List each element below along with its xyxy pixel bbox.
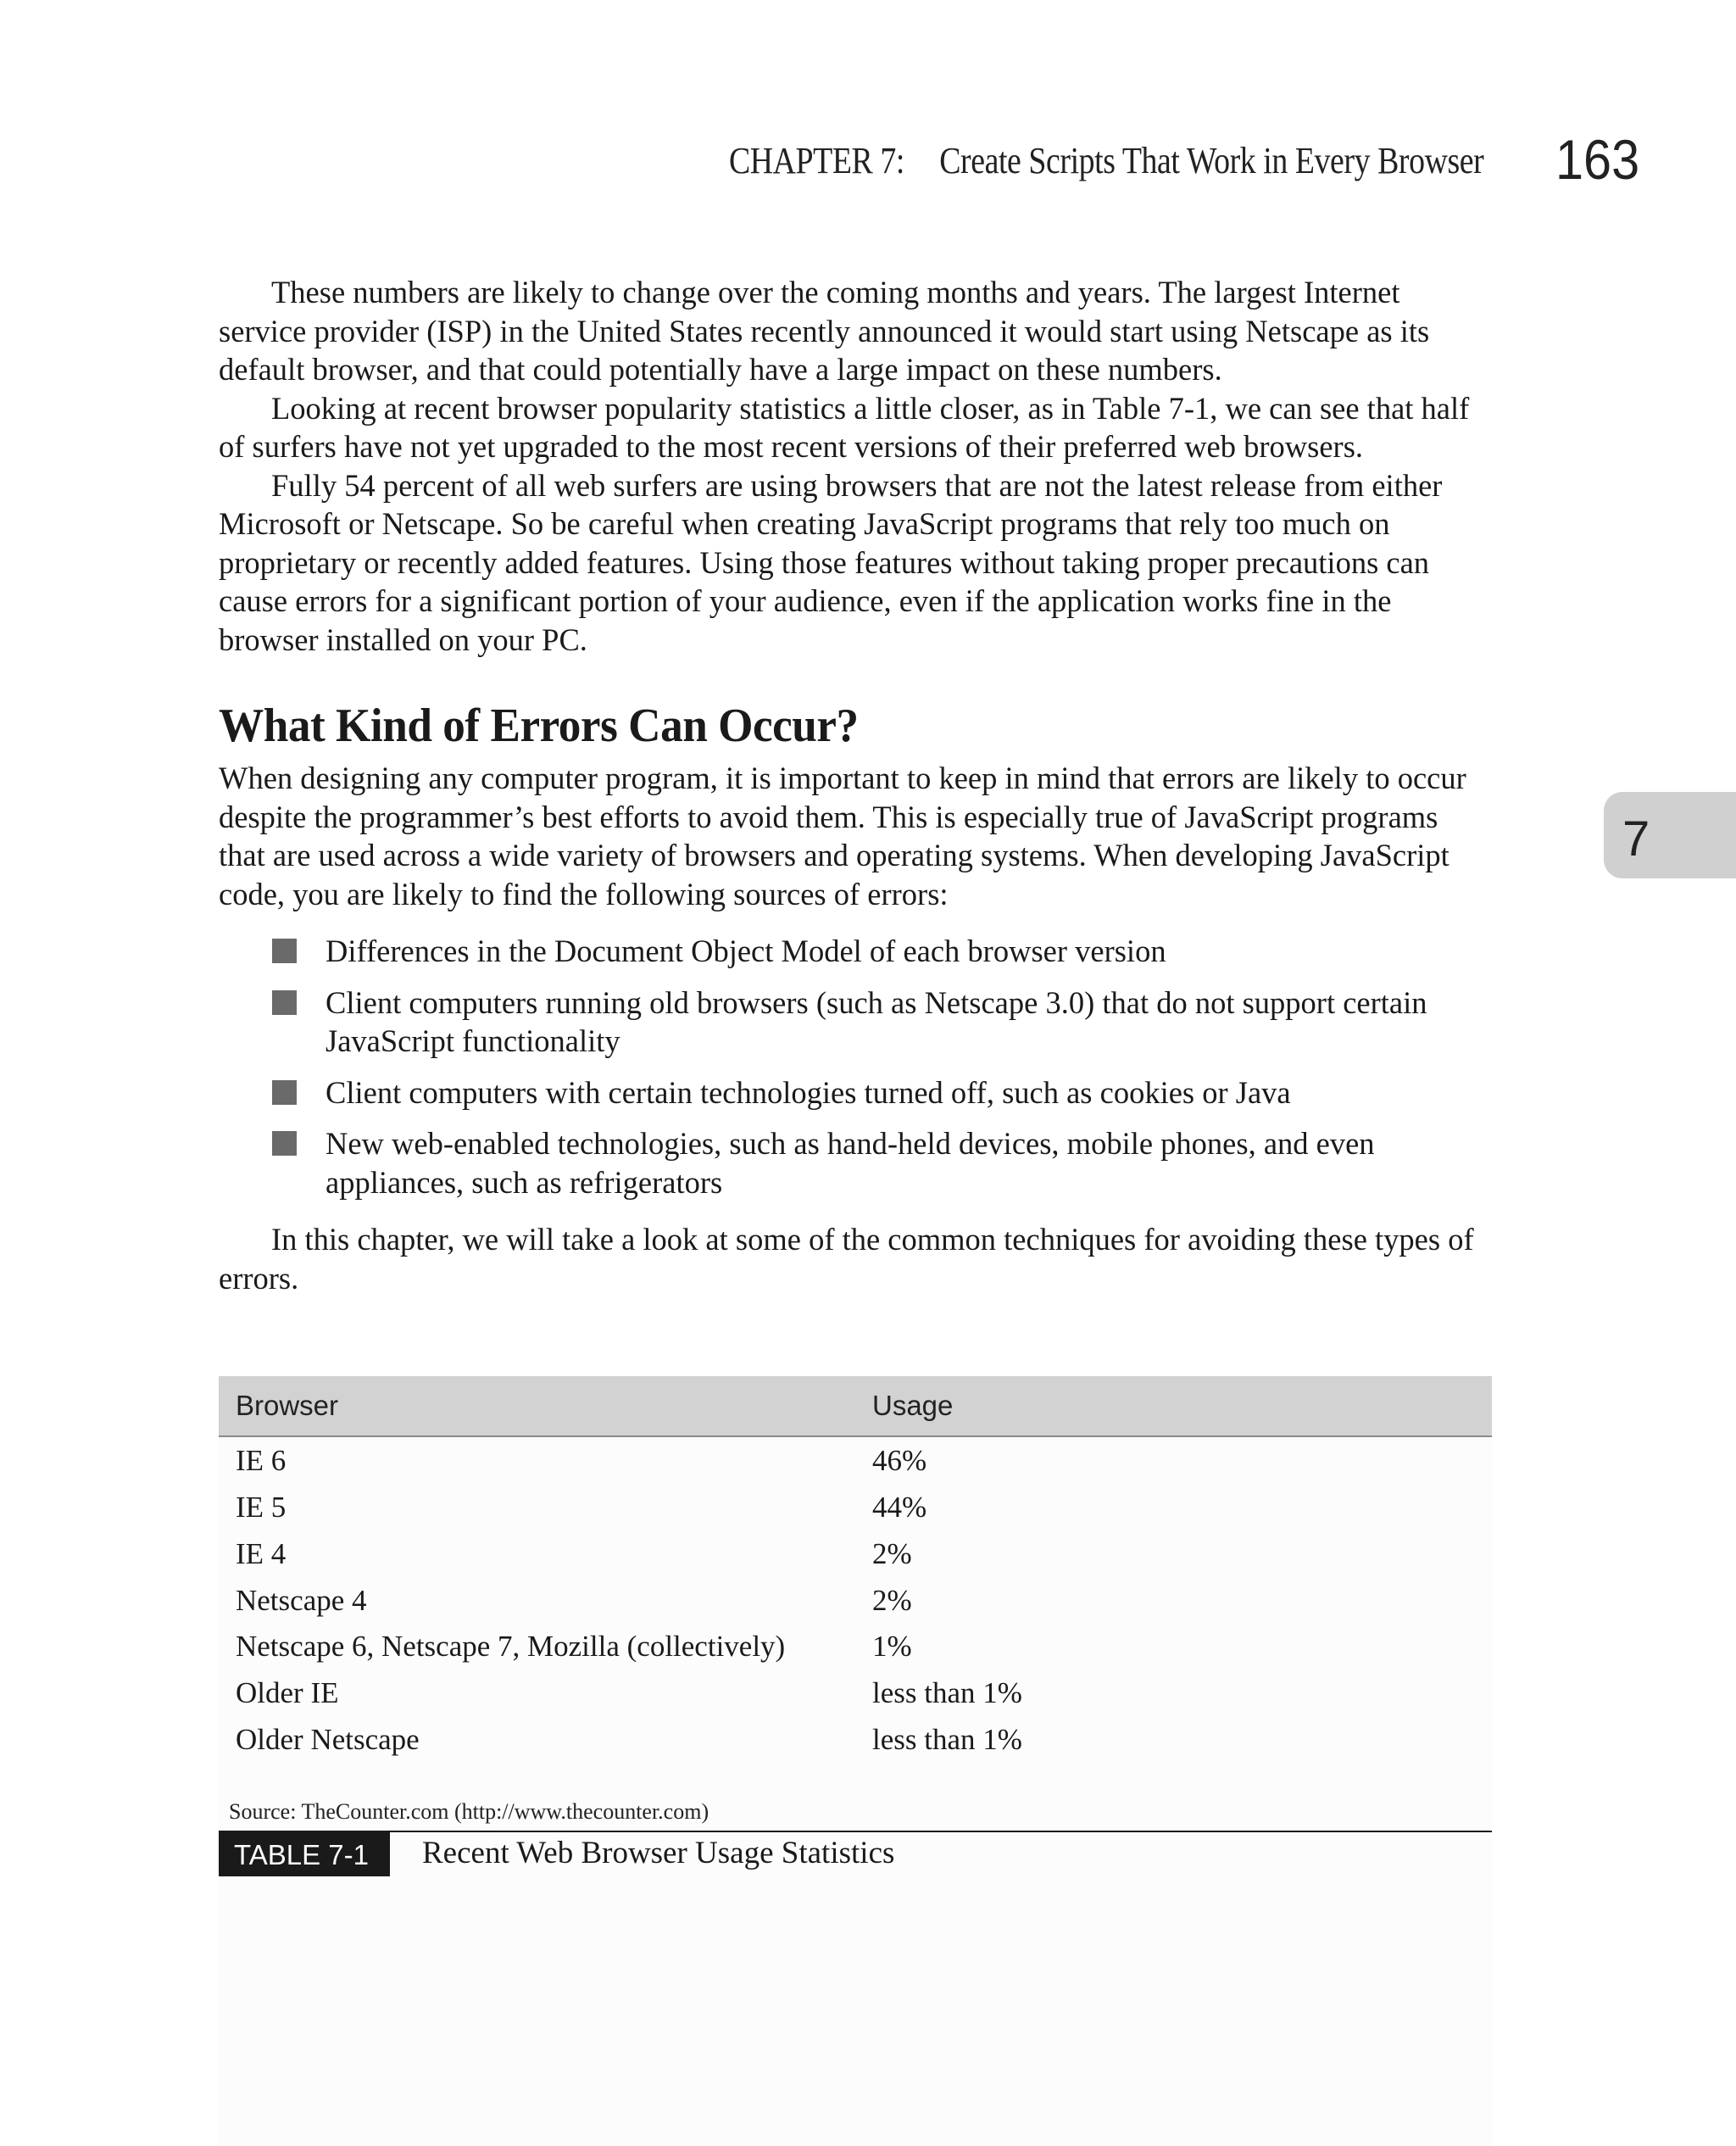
table-cell-usage: 1% <box>872 1630 912 1663</box>
table-row <box>219 1487 1492 1534</box>
table-cell-usage: 2% <box>872 1584 912 1617</box>
list-item-text: Client computers running old browsers (such as Netscape 3.0) that do not support certain JavaScript functionality <box>326 984 1427 1058</box>
bullet-square-icon <box>272 1131 297 1156</box>
list-item-text: Client computers with certain technologies turned off, such as cookies or Java <box>326 1074 1291 1110</box>
table-row <box>219 1534 1492 1580</box>
list-item <box>326 932 1490 971</box>
table-label-badge <box>219 1832 390 1876</box>
bullet-square-icon <box>272 990 297 1015</box>
table-cell-usage: less than 1% <box>872 1723 1022 1756</box>
list-item-text: Differences in the Document Object Model of each browser version <box>326 934 1166 968</box>
table-header-usage: Usage <box>872 1390 954 1421</box>
section-heading: What Kind of Errors Can Occur? <box>219 700 859 752</box>
table-cell-usage: less than 1% <box>872 1676 1022 1709</box>
paragraph: When designing any computer program, it is important to keep in mind that errors are likely to occur despite the programmer’s best efforts to avoid them. This is especially true of JavaScript programs that are used across a wide variety of browsers and operating systems. When developing JavaScript code, you are likely to find the following sources of errors: <box>219 761 1466 911</box>
chapter-title: Create Scripts That Work in Every Browser <box>938 140 1483 181</box>
list-item-text: New web-enabled technologies, such as hand-held devices, mobile phones, and even appliances, such as refrigerators <box>326 1126 1375 1200</box>
table-row <box>219 1720 1492 1766</box>
table-cell-usage: 44% <box>872 1491 927 1524</box>
chapter-thumb-tab <box>1604 792 1736 878</box>
table-row <box>219 1626 1492 1673</box>
page-number: 163 <box>1555 128 1639 191</box>
body-text <box>219 273 1490 1297</box>
table-title: Recent Web Browser Usage Statistics <box>422 1836 895 1870</box>
table-cell-browser: IE 5 <box>236 1491 287 1524</box>
table-cell-browser: Older IE <box>236 1676 339 1709</box>
table-cell-browser: Older Netscape <box>236 1723 420 1756</box>
running-head-chapter <box>729 139 1483 182</box>
table-row <box>219 1580 1492 1627</box>
bullet-square-icon <box>272 939 297 963</box>
usage-table <box>219 1376 1492 2146</box>
list-item <box>326 984 1490 1061</box>
paragraph: In this chapter, we will take a look at some of the common techniques for avoiding these types of errors. <box>219 1222 1474 1296</box>
paragraph: Looking at recent browser popularity statistics a little closer, as in Table 7-1, we can see that half of surfers have not yet upgraded to the most recent versions of their preferred web browsers. <box>219 390 1470 464</box>
bullet-list <box>219 932 1490 1201</box>
table-cell-browser: Netscape 4 <box>236 1584 367 1617</box>
table-cell-usage: 2% <box>872 1537 912 1570</box>
list-item <box>326 1124 1490 1201</box>
bullet-square-icon <box>272 1080 297 1105</box>
table-row <box>219 1673 1492 1720</box>
table-cell-browser: IE 4 <box>236 1537 287 1570</box>
table-cell-usage: 46% <box>872 1444 927 1477</box>
table-label: TABLE 7-1 <box>234 1839 369 1870</box>
chapter-label: CHAPTER 7: <box>728 140 904 181</box>
paragraph: These numbers are likely to change over the coming months and years. The largest Internet service provider (ISP) in the United States recently announced it would start using Netscape as its default browser, and that could potentially have a large impact on these numbers. <box>219 275 1430 387</box>
running-head <box>0 127 1736 195</box>
table-cell-browser: IE 6 <box>236 1444 287 1477</box>
table-header-browser: Browser <box>236 1390 339 1421</box>
table-row <box>219 1441 1492 1487</box>
thumb-tab-number: 7 <box>1622 811 1650 867</box>
table-source-note: Source: TheCounter.com (http://www.thecounter.com) <box>229 1799 709 1824</box>
table-cell-browser: Netscape 6, Netscape 7, Mozilla (collectively) <box>236 1630 786 1663</box>
paragraph: Fully 54 percent of all web surfers are using browsers that are not the latest release from either Microsoft or Netscape. So be careful when creating JavaScript programs that rely too much on proprietary or recently added features. Using those features without taking proper precautions can cause errors for a significant portion of your audience, even if the application works fine in the browser installed on your PC. <box>219 467 1443 657</box>
table-header-row <box>219 1376 1492 1437</box>
list-item <box>326 1073 1490 1112</box>
